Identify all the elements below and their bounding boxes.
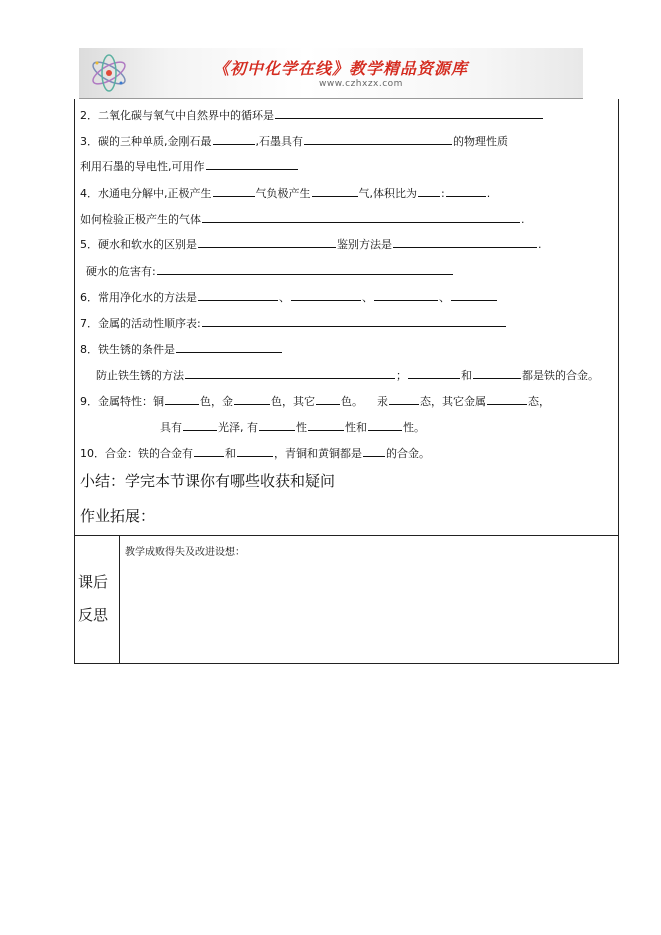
answer-blank[interactable] xyxy=(202,315,506,327)
question-6: 6．常用净化水的方法是 、 、 、 xyxy=(80,289,498,305)
question-7: 7．金属的活动性顺序表: xyxy=(80,315,507,331)
answer-blank[interactable] xyxy=(202,211,520,223)
answer-blank[interactable] xyxy=(312,185,358,197)
reflection-label-bottom: 反思 xyxy=(78,606,109,624)
answer-blank[interactable] xyxy=(408,367,460,379)
answer-blank[interactable] xyxy=(183,419,217,431)
answer-blank[interactable] xyxy=(198,289,278,301)
answer-blank[interactable] xyxy=(374,289,438,301)
question-9-properties: 具有 光泽, 有 性 性和 性。 xyxy=(160,421,425,434)
answer-blank[interactable] xyxy=(234,393,270,405)
answer-blank[interactable] xyxy=(393,236,537,248)
answer-blank[interactable] xyxy=(451,289,497,301)
answer-blank[interactable] xyxy=(259,419,295,431)
question-10: 10．合金：铁的合金有 和 ，青铜和黄铜都是 的合金。 xyxy=(80,447,430,460)
answer-blank[interactable] xyxy=(165,393,199,405)
reflection-content-title: 教学成败得失及改进设想： xyxy=(125,547,245,558)
answer-blank[interactable] xyxy=(291,289,361,301)
header-banner xyxy=(79,48,583,99)
table-divider xyxy=(74,535,619,536)
answer-blank[interactable] xyxy=(389,393,419,405)
question-5-harm: 硬水的危害有: xyxy=(86,263,454,279)
answer-blank[interactable] xyxy=(316,393,340,405)
table-column-divider xyxy=(119,535,120,664)
answer-blank[interactable] xyxy=(446,185,486,197)
summary-heading: 小结：学完本节课你有哪些收获和疑问 xyxy=(80,472,336,490)
answer-blank[interactable] xyxy=(368,419,402,431)
question-2: 2．二氧化碳与氧气中自然界中的循环是 xyxy=(80,107,544,123)
answer-blank[interactable] xyxy=(206,158,298,170)
banner-url: www.czhxzx.com xyxy=(319,79,403,89)
atom-logo-icon xyxy=(87,54,131,92)
reflection-label-top: 课后 xyxy=(78,573,109,591)
answer-blank[interactable] xyxy=(176,341,282,353)
answer-blank[interactable] xyxy=(418,185,440,197)
answer-blank[interactable] xyxy=(157,263,453,275)
question-4-test: 如何检验正极产生的气体 . xyxy=(80,213,525,226)
answer-blank[interactable] xyxy=(213,185,255,197)
question-9: 9．金属特性：铜 色，金 色，其它 色。 汞 态，其它金属 态， xyxy=(80,395,550,408)
question-8-prevention: 防止铁生锈的方法 ； 和 都是铁的合金。 xyxy=(96,369,599,382)
question-3: 3．碳的三种单质,金刚石最 ,石墨具有 的物理性质 xyxy=(80,135,508,148)
homework-heading: 作业拓展： xyxy=(80,507,156,525)
answer-blank[interactable] xyxy=(487,393,527,405)
answer-blank[interactable] xyxy=(473,367,521,379)
banner-title: 《初中化学在线》教学精品资源库 xyxy=(213,59,469,78)
answer-blank[interactable] xyxy=(363,445,385,457)
answer-blank[interactable] xyxy=(304,133,452,145)
answer-blank[interactable] xyxy=(275,107,543,119)
question-3-usage: 利用石墨的导电性,可用作 xyxy=(80,158,299,174)
question-5: 5．硬水和软水的区别是 鉴别方法是 . xyxy=(80,238,542,251)
answer-blank[interactable] xyxy=(194,445,224,457)
answer-blank[interactable] xyxy=(185,367,395,379)
answer-blank[interactable] xyxy=(308,419,344,431)
question-4: 4．水通电分解中,正极产生 气负极产生 气,体积比为 : . xyxy=(80,187,491,200)
answer-blank[interactable] xyxy=(198,236,336,248)
answer-blank[interactable] xyxy=(237,445,273,457)
answer-blank[interactable] xyxy=(213,133,255,145)
question-8: 8．铁生锈的条件是 xyxy=(80,341,283,357)
